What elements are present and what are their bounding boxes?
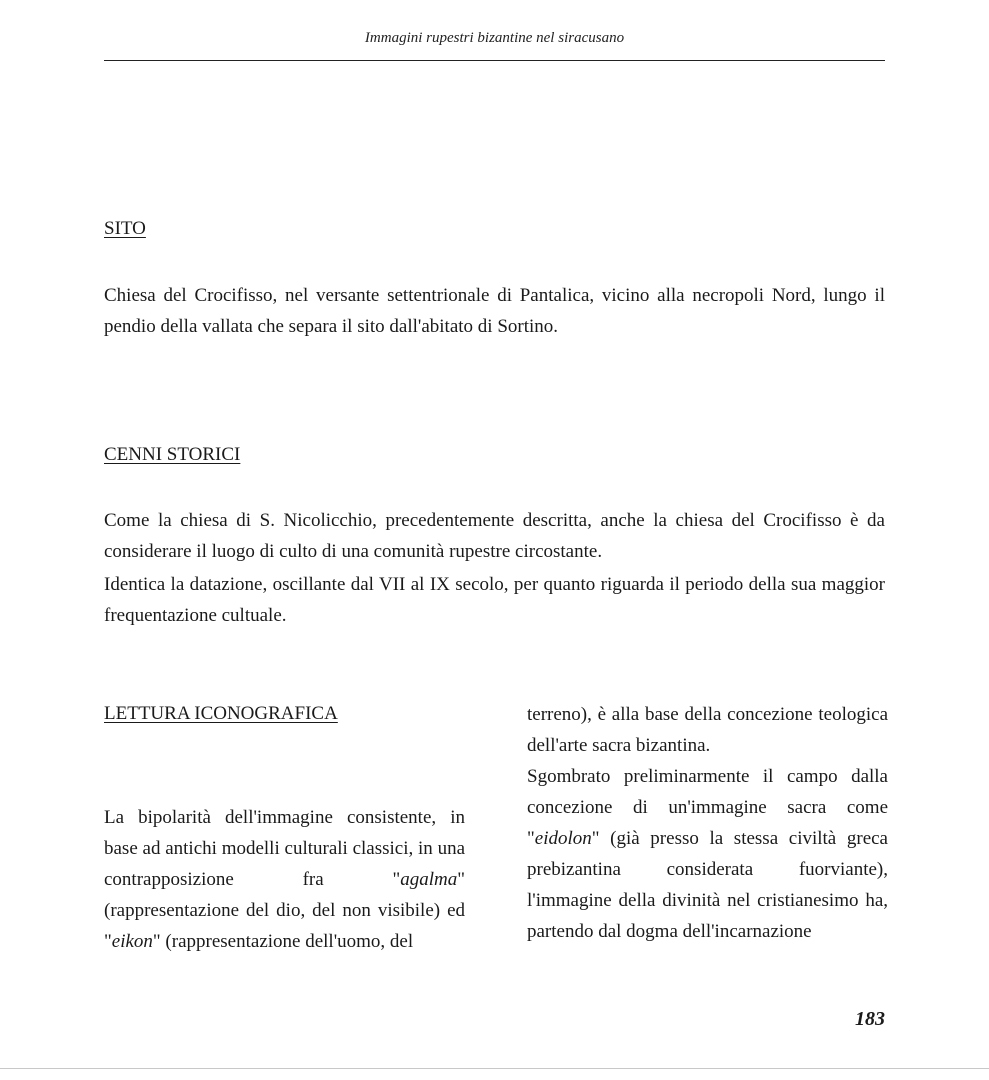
cenni-paragraph-1: Come la chiesa di S. Nicolicchio, precedentemente descritta, anche la chiesa del Crocifisso è da considerare il luogo di culto di una comunità rupestre circostante. bbox=[104, 510, 885, 562]
lettura-left-text-3: " (rappresentazione dell'uomo, del bbox=[152, 931, 414, 952]
running-head: Immagini rupestri bizantine nel siracusano bbox=[364, 30, 625, 46]
page-number: 183 bbox=[855, 1008, 885, 1030]
header-rule bbox=[104, 60, 885, 61]
scan-bottom-edge bbox=[0, 1068, 989, 1069]
heading-cenni-storici: CENNI STORICI bbox=[104, 444, 241, 465]
heading-sito: SITO bbox=[104, 218, 146, 239]
lettura-left-column bbox=[104, 802, 465, 957]
heading-lettura-iconografica: LETTURA ICONOGRAFICA bbox=[104, 703, 338, 724]
lettura-right-paragraph-2 bbox=[527, 761, 888, 947]
term-agalma: agalma bbox=[400, 869, 458, 890]
lettura-left-text-2: " (rappresentazione del dio, del non visibile) ed " bbox=[104, 869, 465, 952]
lettura-left-text-1: La bipolarità dell'immagine consistente, in base ad antichi modelli culturali classici, in una contrapposizione fra " bbox=[104, 807, 465, 890]
lettura-right-paragraph-1: terreno), è alla base della concezione teologica dell'arte sacra bizantina. bbox=[527, 704, 888, 756]
lettura-right-text-2: " (già presso la stessa civiltà greca prebizantina considerata fuorviante), l'immagine della divinità nel cristianesimo ha, partendo dal dogma dell'incarnazione bbox=[527, 828, 888, 942]
term-eikon: eikon bbox=[111, 931, 153, 952]
lettura-right-text-1: Sgombrato preliminarmente il campo dalla concezione di un'immagine sacra come " bbox=[527, 766, 888, 849]
term-eidolon: eidolon bbox=[534, 828, 592, 849]
sito-paragraph: Chiesa del Crocifisso, nel versante settentrionale di Pantalica, vicino alla necropoli Nord, lungo il pendio della vallata che separa il sito dall'abitato di Sortino. bbox=[104, 285, 885, 337]
cenni-paragraph-2: Identica la datazione, oscillante dal VII al IX secolo, per quanto riguarda il periodo della sua maggior frequentazione cultuale. bbox=[104, 574, 885, 626]
